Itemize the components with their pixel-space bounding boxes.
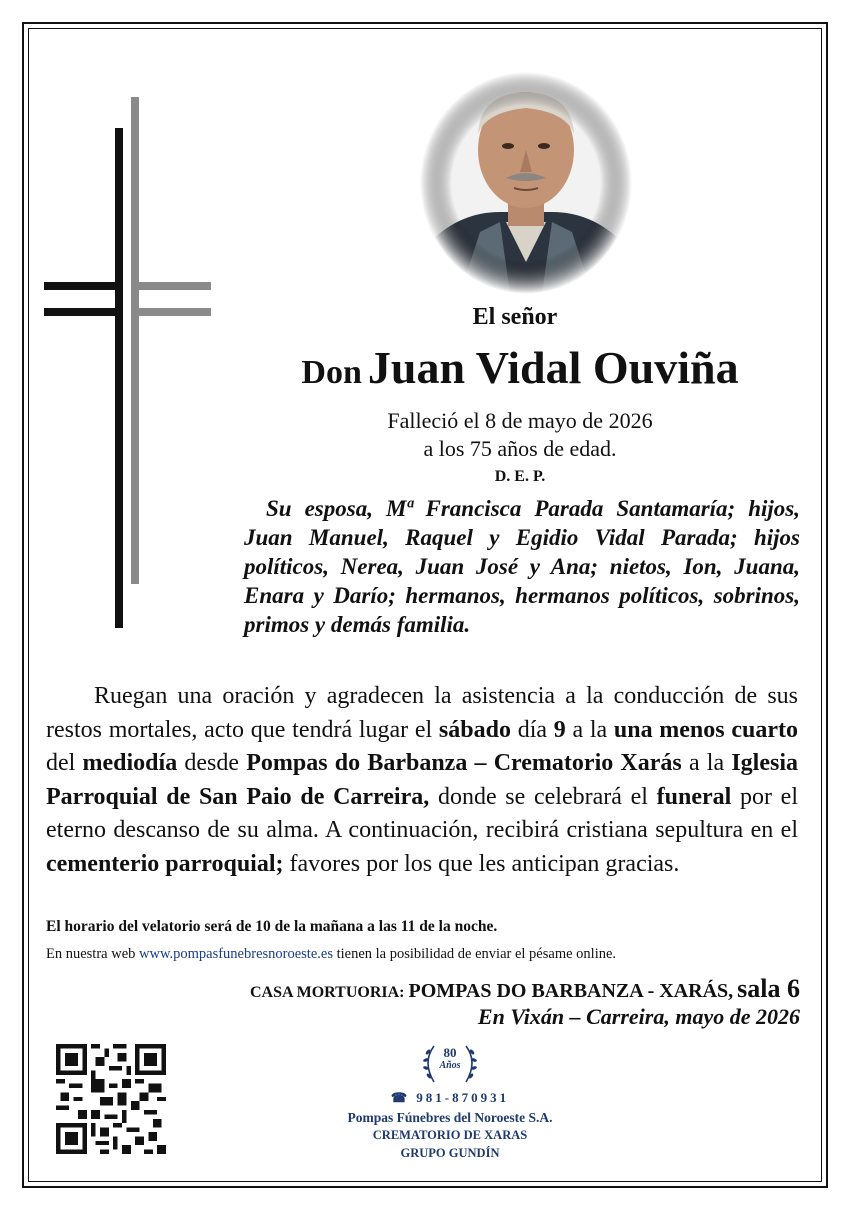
web-text-before: En nuestra web [46,946,140,962]
name-text: Juan Vidal Ouviña [367,342,739,393]
body-bold: sábado [438,716,511,743]
phone-number: 981-870931 [416,1090,510,1105]
honorific: Don [301,354,362,391]
qr-code-icon[interactable] [56,1044,166,1154]
body-bold: Pompas do Barbanza – Crematorio Xarás [246,750,682,776]
phone-line [270,1090,630,1106]
body-part: a la [565,716,614,743]
body-part: desde [177,750,247,776]
badge-number: 80 [443,1045,457,1060]
body-bold: una menos cuarto [613,716,798,743]
deceased-portrait [420,72,632,294]
wake-hours: El horario del velatorio será de 10 de la mañana a las 11 de la noche. [46,918,498,935]
title-prefix: El señor [472,304,558,330]
body-part: día [510,716,554,743]
crematorium-name: CREMATORIO DE XARAS [372,1128,528,1142]
company-name: Pompas Fúnebres del Noroeste S.A. [347,1110,553,1125]
body-part: del [46,750,83,776]
phone-icon: ☎ [390,1090,411,1105]
web-text-after: tienen la posibilidad de enviar el pésame online. [332,946,617,962]
body-part: favores por los que les anticipan gracias. [283,850,680,877]
badge-text: Años [439,1060,461,1071]
deceased-name [230,340,810,401]
body-bold: mediodía [82,750,178,776]
funeral-home-name: POMPAS DO BARBANZA - XARÁS, [408,980,734,1002]
body-part: Ruegan una oración y agradecen la asistencia a la conducción de sus restos mortales, acto que tendrá lugar el [46,683,798,743]
body-part: donde se celebrará el [429,783,657,810]
family-text: Su esposa, Mª Francisca Parada Santamaría; hijos, Juan Manuel, Raquel y Egidio Vidal Parada; hijos políticos, Nerea, Juan José y Ana; nietos, Ion, Juana, Enara y Darío; hermanos, hermanos políticos, sobrinos, primos y demás familia. [244,496,800,637]
body-bold: funeral [656,783,732,810]
age-line: a los 75 años de edad. [423,436,617,461]
body-part: por el eterno descanso de su alma. A continuación, recibirá cristiana sepultura en el [46,783,799,843]
laurel-badge-icon [418,1038,482,1088]
family-list [244,494,800,639]
rip-text: D. E. P. [494,468,546,485]
place-date: En Vixán – Carreira, mayo de 2026 [477,1004,800,1029]
group-name: GRUPO GUNDÍN [400,1146,500,1160]
room-number: sala 6 [737,974,800,1003]
funeral-announcement [46,680,798,881]
funeral-home-line [120,974,800,1004]
body-part: a la [681,750,732,776]
body-bold: Iglesia Parroquial de San Paio de Carreira, [46,750,798,810]
funeral-home-label: CASA MORTUORIA: [249,984,405,1001]
body-bold: 9 [553,716,566,743]
body-bold: cementerio parroquial; [46,850,284,877]
web-notice [46,946,806,963]
website-link[interactable]: www.pompasfunebresnoroeste.es [139,946,333,962]
death-date: Falleció el 8 de mayo de 2026 [387,408,653,433]
